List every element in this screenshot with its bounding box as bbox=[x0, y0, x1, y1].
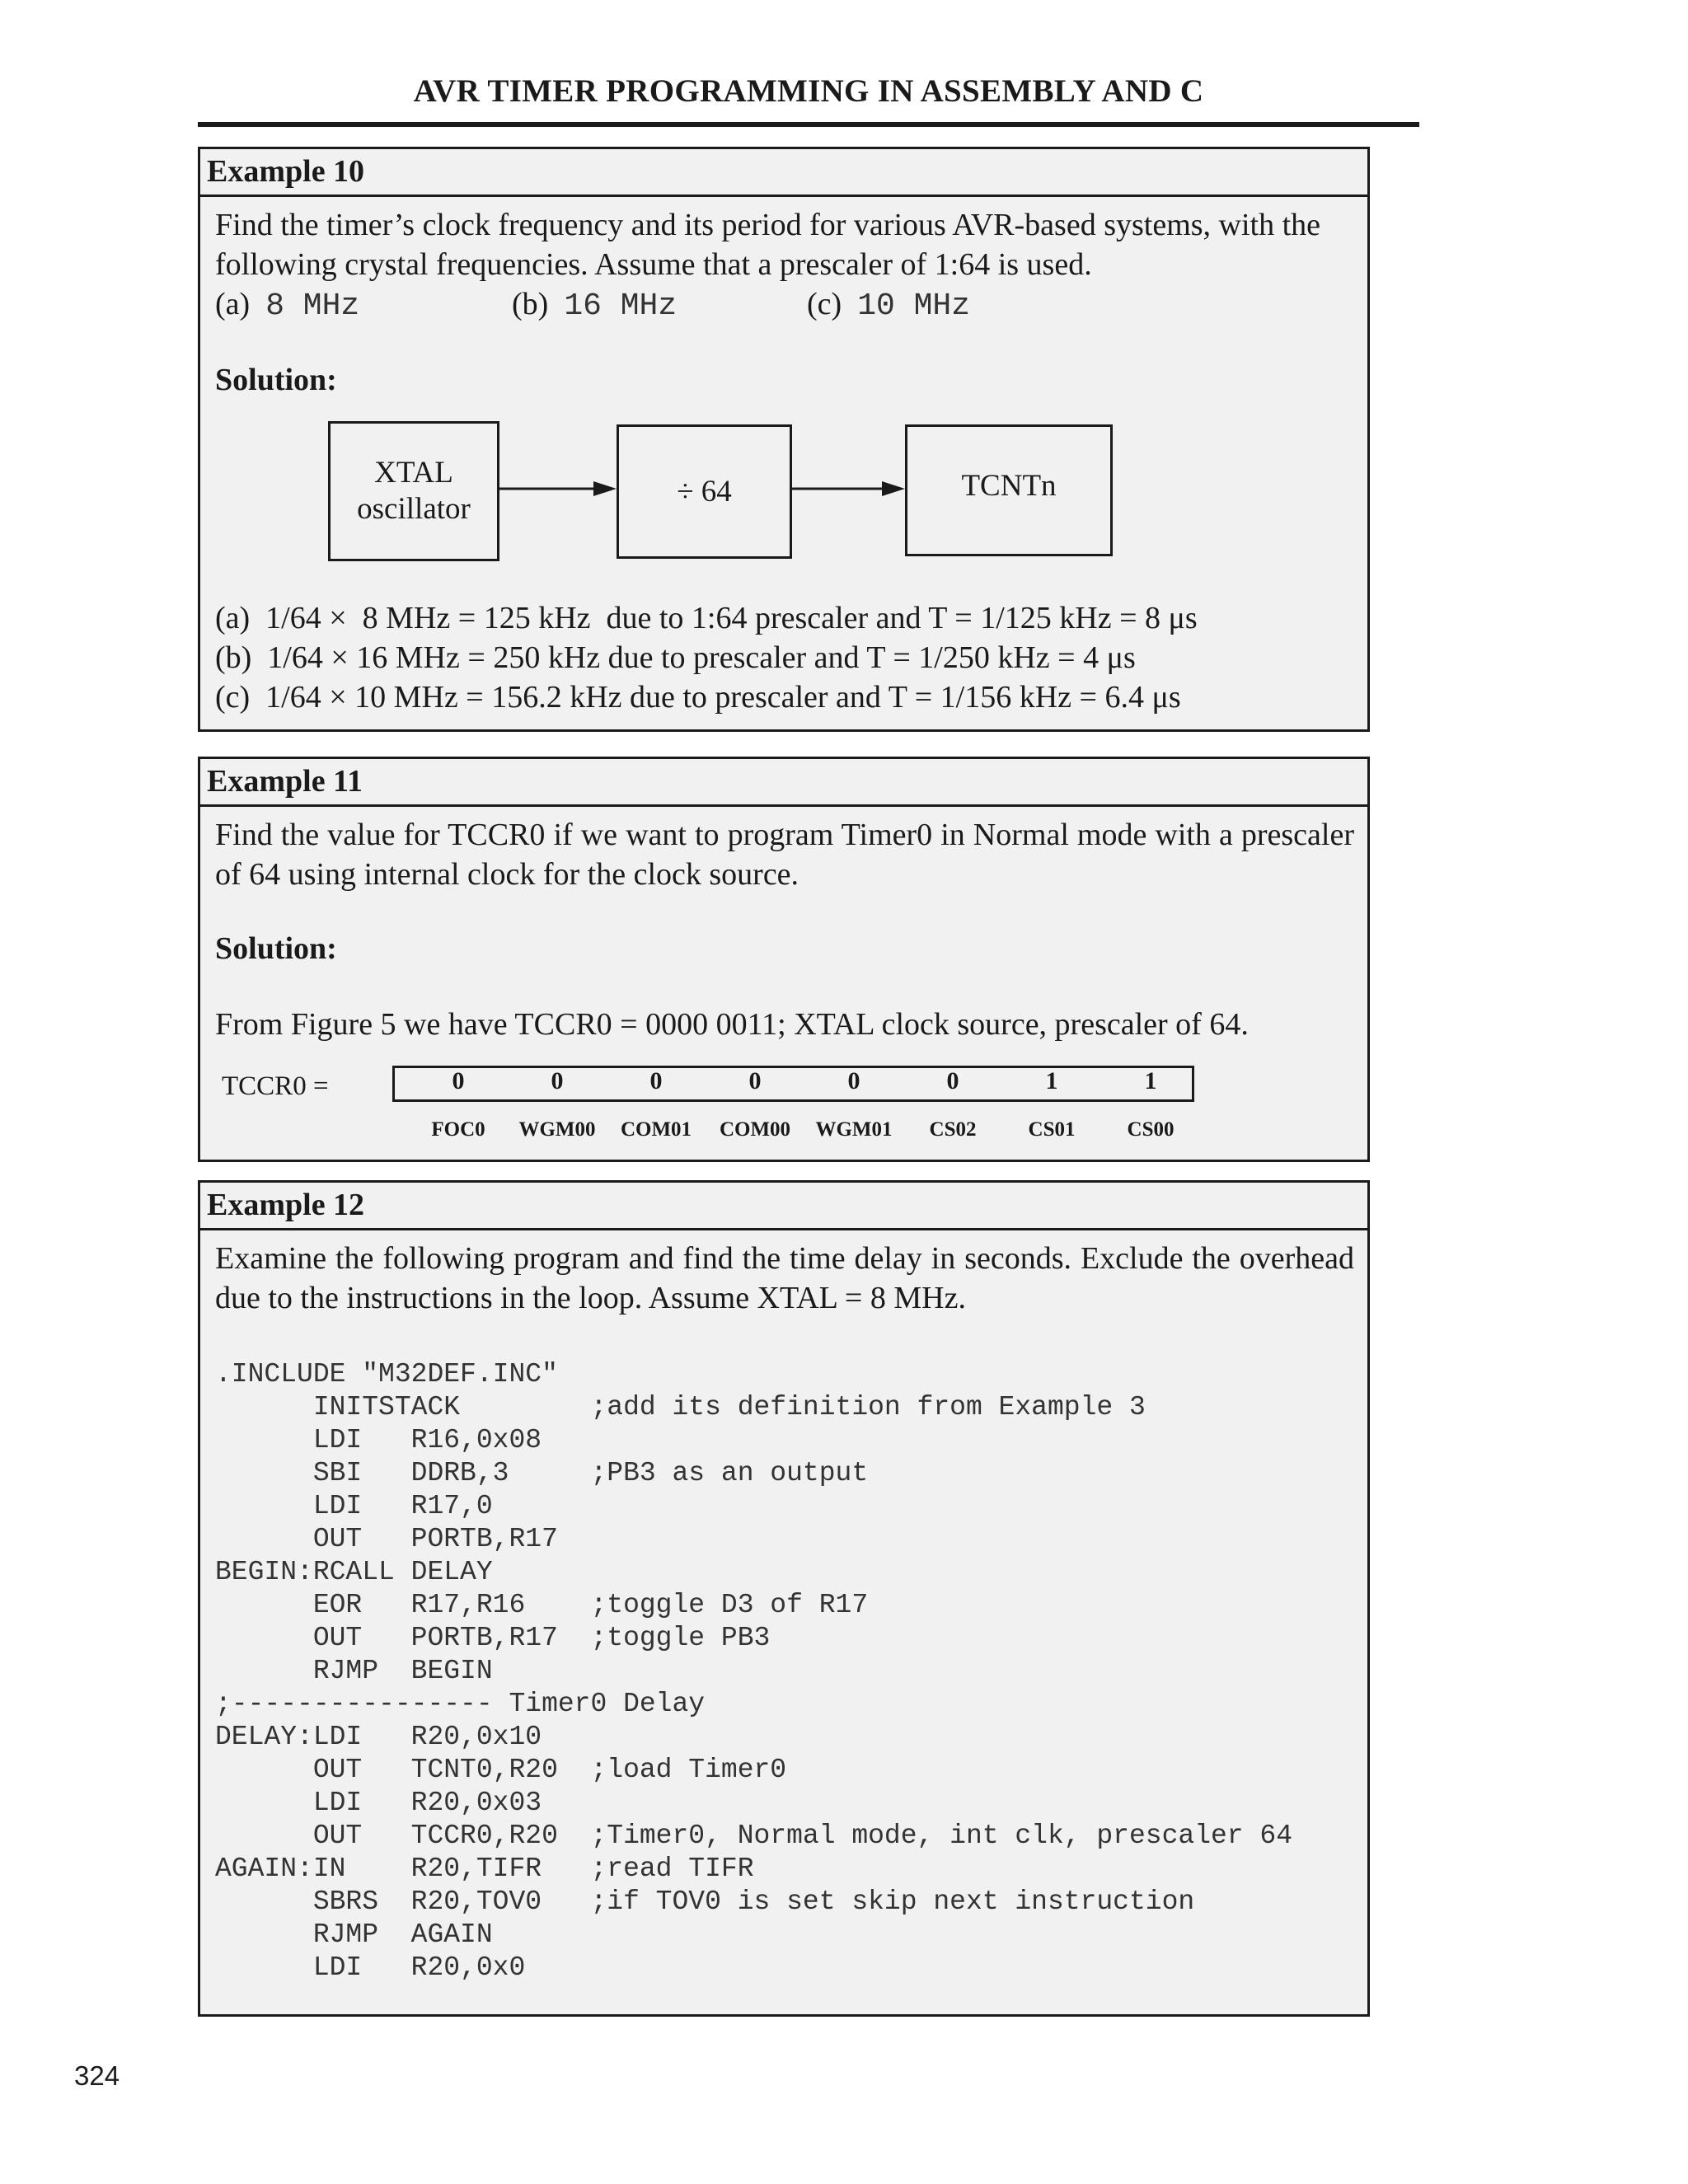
code-listing bbox=[215, 1358, 1292, 1985]
code-line: EOR R17,R16 ;toggle D3 of R17 bbox=[215, 1590, 869, 1620]
bit-name: CS00 bbox=[1127, 1118, 1175, 1141]
code-line: LDI R17,0 bbox=[215, 1491, 493, 1521]
bit-name: COM00 bbox=[719, 1118, 791, 1141]
bit-value: 1 bbox=[1045, 1067, 1058, 1094]
option-b: (b) 16 MHz bbox=[512, 287, 678, 324]
code-line: LDI R20,0x03 bbox=[215, 1788, 542, 1818]
option-a: (a) 8 MHz bbox=[215, 287, 360, 324]
bit-name: CS02 bbox=[929, 1118, 977, 1141]
xtal-oscillator-box: XTAL oscillator bbox=[328, 421, 499, 561]
header-rule bbox=[198, 122, 1419, 127]
bit-name: WGM00 bbox=[518, 1118, 596, 1141]
code-line: SBI DDRB,3 ;PB3 as an output bbox=[215, 1458, 869, 1488]
code-line: .INCLUDE "M32DEF.INC" bbox=[215, 1359, 558, 1390]
code-line: DELAY:LDI R20,0x10 bbox=[215, 1722, 542, 1752]
option-c: (c) 10 MHz bbox=[807, 287, 971, 324]
code-line: RJMP AGAIN bbox=[215, 1919, 493, 1950]
code-line: BEGIN:RCALL DELAY bbox=[215, 1557, 493, 1587]
bit-value: 0 bbox=[649, 1067, 663, 1094]
tcntn-box: TCNTn bbox=[905, 424, 1113, 556]
example-11-answer: From Figure 5 we have TCCR0 = 0000 0011; XTAL clock source, prescaler of 64. bbox=[215, 1007, 1249, 1042]
example-10-answer-c: (c) 1/64 × 10 MHz = 156.2 kHz due to prescaler and T = 1/156 kHz = 6.4 μs bbox=[215, 680, 1181, 715]
example-12 bbox=[198, 1180, 1370, 2017]
bit-value: 1 bbox=[1144, 1067, 1157, 1094]
code-line: OUT PORTB,R17 ;toggle PB3 bbox=[215, 1623, 771, 1653]
example-10-title: Example 10 bbox=[200, 149, 1367, 197]
code-line: AGAIN:IN R20,TIFR ;read TIFR bbox=[215, 1854, 754, 1884]
example-11 bbox=[198, 757, 1370, 1162]
arrowhead-2 bbox=[882, 481, 905, 496]
bit-name: WGM01 bbox=[815, 1118, 893, 1141]
tccr0-label: TCCR0 = bbox=[222, 1071, 329, 1101]
bit-value: 0 bbox=[551, 1067, 564, 1094]
bit-value: 0 bbox=[748, 1067, 762, 1094]
code-line: SBRS R20,TOV0 ;if TOV0 is set skip next instruction bbox=[215, 1886, 1195, 1917]
example-10-answer-a: (a) 1/64 × 8 MHz = 125 kHz due to 1:64 prescaler and T = 1/125 kHz = 8 μs bbox=[215, 601, 1198, 635]
code-line: LDI R16,0x08 bbox=[215, 1425, 542, 1455]
bit-name: FOC0 bbox=[431, 1118, 485, 1141]
bit-value: 0 bbox=[946, 1067, 959, 1094]
code-line: LDI R20,0x0 bbox=[215, 1952, 526, 1983]
code-line: OUT TCNT0,R20 ;load Timer0 bbox=[215, 1755, 787, 1785]
example-12-problem: Examine the following program and find the time delay in seconds. Exclude the overhead due to the instructions in the loop. Assume XTAL = 8 MHz. bbox=[215, 1241, 1354, 1315]
example-11-solution-label: Solution: bbox=[215, 931, 337, 966]
example-11-problem: Find the value for TCCR0 if we want to program Timer0 in Normal mode with a prescaler of 64 using internal clock for the clock source. bbox=[215, 818, 1354, 892]
bit-value: 0 bbox=[452, 1067, 465, 1094]
example-10-solution-label: Solution: bbox=[215, 363, 337, 397]
diagram-arrows bbox=[200, 197, 1367, 609]
bit-name: COM01 bbox=[620, 1118, 692, 1141]
code-line: INITSTACK ;add its definition from Example 3 bbox=[215, 1392, 1146, 1422]
arrowhead-1 bbox=[593, 481, 617, 496]
page-number: 324 bbox=[74, 2060, 120, 2091]
code-line: OUT TCCR0,R20 ;Timer0, Normal mode, int clk, prescaler 64 bbox=[215, 1821, 1293, 1851]
bit-name: CS01 bbox=[1028, 1118, 1076, 1141]
running-header: AVR TIMER PROGRAMMING IN ASSEMBLY AND C bbox=[413, 73, 1204, 109]
example-10-problem: Find the timer’s clock frequency and its period for various AVR-based systems, with the following crystal frequencies. Assume that a prescaler of 1:64 is used. bbox=[215, 208, 1321, 282]
example-11-title: Example 11 bbox=[200, 759, 1367, 807]
example-12-title: Example 12 bbox=[200, 1183, 1367, 1230]
code-line: OUT PORTB,R17 bbox=[215, 1524, 558, 1554]
prescaler-box: ÷ 64 bbox=[617, 424, 792, 559]
code-line: ;---------------- Timer0 Delay bbox=[215, 1689, 706, 1719]
bit-value: 0 bbox=[847, 1067, 860, 1094]
example-10-answer-b: (b) 1/64 × 16 MHz = 250 kHz due to prescaler and T = 1/250 kHz = 4 μs bbox=[215, 640, 1136, 675]
example-10 bbox=[198, 147, 1370, 732]
code-line: RJMP BEGIN bbox=[215, 1656, 493, 1686]
